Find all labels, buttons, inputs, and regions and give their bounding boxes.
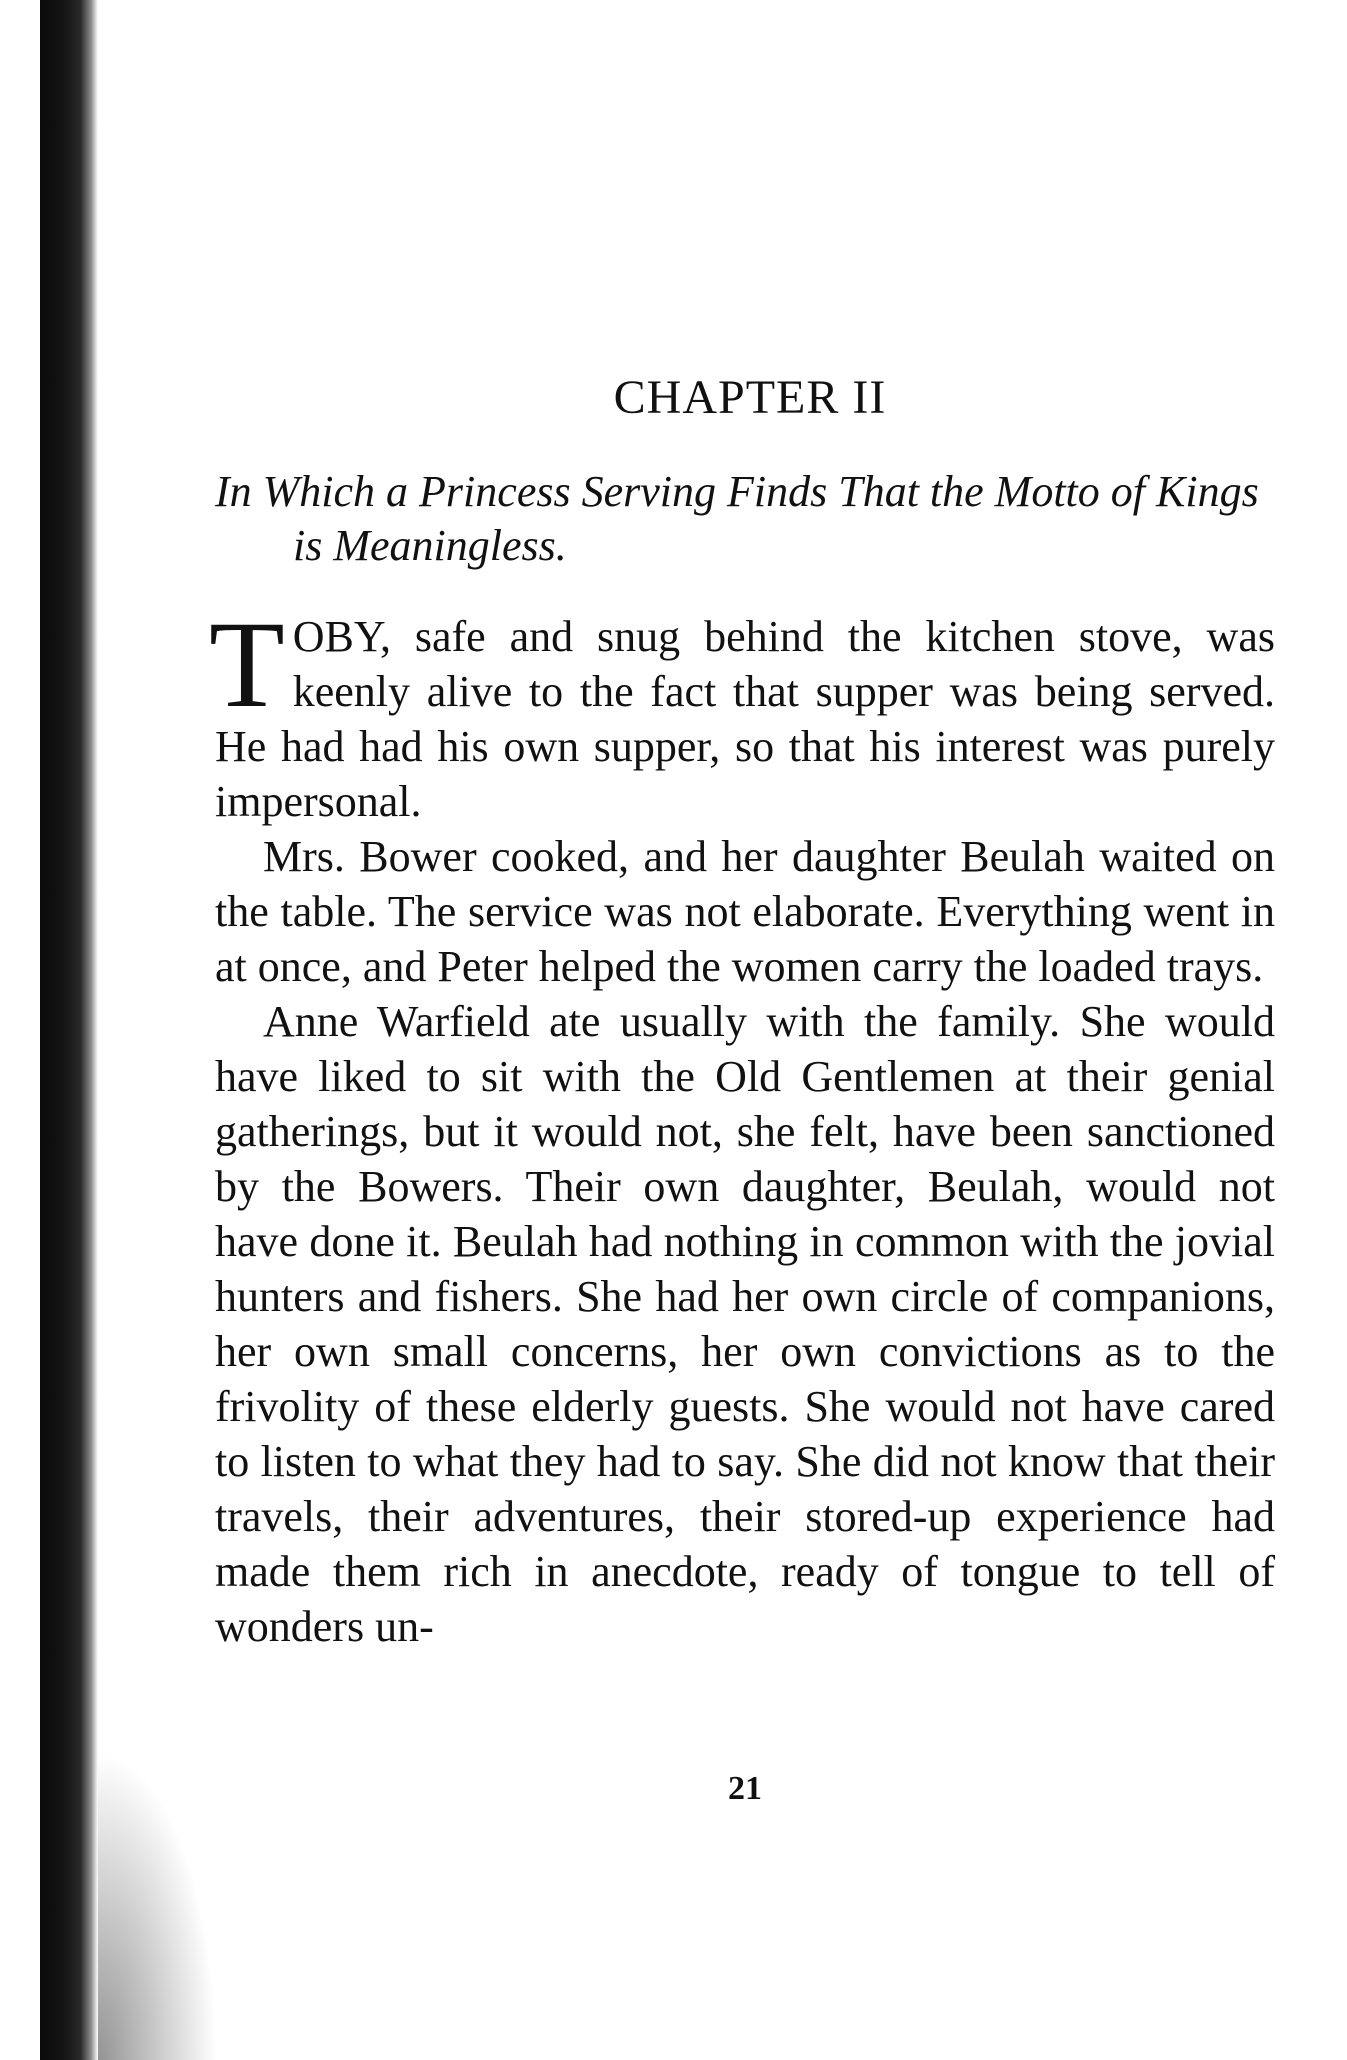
paragraph-1 (209, 596, 1275, 829)
page-gutter-shadow (40, 0, 98, 2060)
chapter-heading: CHAPTER II (613, 371, 887, 424)
book-page (209, 370, 1275, 1807)
gutter-smudge (98, 1750, 218, 2060)
page-number: 21 (728, 1770, 762, 1807)
chapter-body (209, 596, 1275, 1654)
paragraph-3: Anne Warfield ate usually with the family. She would have liked to sit with the Old Gentlemen at their genial gatherings, but it would not, she felt, have been sanctioned by the Bowers. Their own daughter, Beulah, would not have done it. Beulah had nothing in common with the jovial hunters and fishers. She had her own circle of companions, her own small concerns, her own convictions as to the frivolity of these elderly guests. She would not have cared to listen to what they had to say. She did not know that their travels, their adventures, their stored-up experience had made them rich in anecdote, ready of tongue to tell of wonders un- (215, 997, 1275, 1651)
chapter-subtitle: In Which a Princess Serving Finds That the Motto of Kings is Meaningless. (215, 467, 1259, 570)
paragraph-2: Mrs. Bower cooked, and her daughter Beulah waited on the table. The service was not elaborate. Everything went in at once, and Peter helped the women carry the loaded trays. (215, 832, 1275, 991)
drop-cap: T (209, 596, 285, 733)
paragraph-1-text: OBY, safe and snug behind the kitchen stove, was keenly alive to the fact that supper was being served. He had had his own supper, so that his interest was purely impersonal. (215, 612, 1275, 826)
